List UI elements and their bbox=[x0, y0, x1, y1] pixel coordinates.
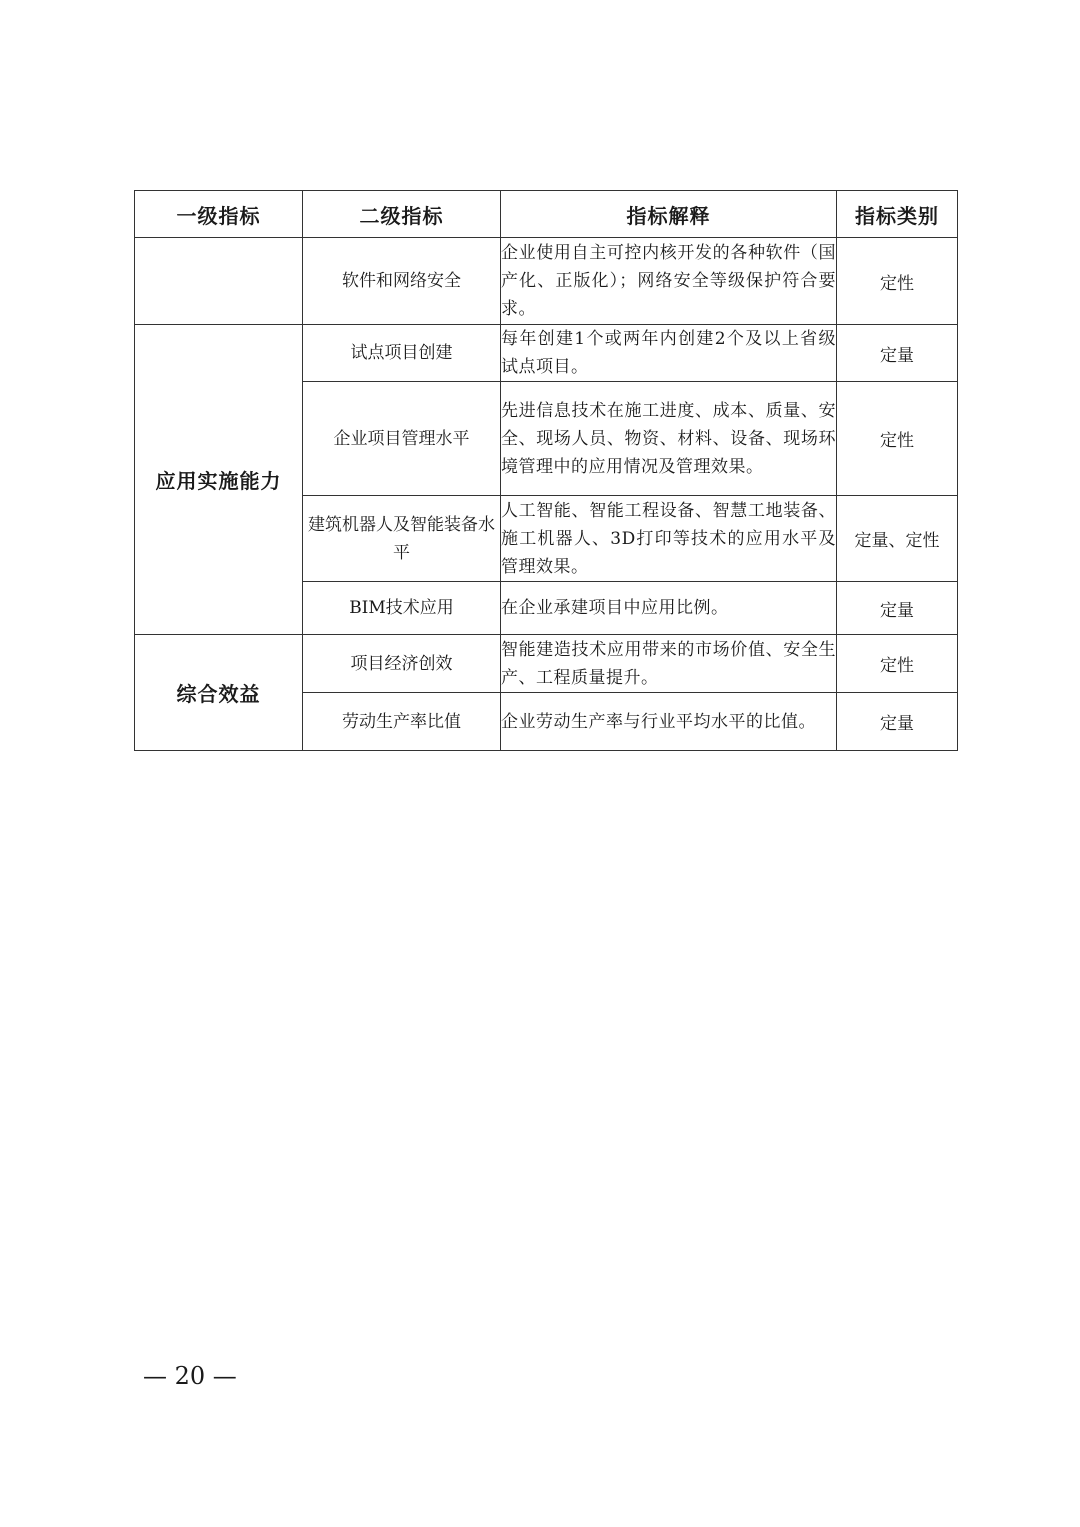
indicator-table bbox=[134, 190, 958, 751]
header-level2: 二级指标 bbox=[303, 191, 501, 238]
page-number: — 20 — bbox=[143, 1362, 237, 1390]
category-cell: 定量 bbox=[837, 325, 958, 382]
header-explanation: 指标解释 bbox=[501, 191, 837, 238]
table-row bbox=[135, 325, 958, 382]
explanation-cell: 企业使用自主可控内核开发的各种软件（国产化、正版化）；网络安全等级保护符合要求。 bbox=[501, 238, 837, 325]
table-header-row bbox=[135, 191, 958, 238]
category-cell: 定量 bbox=[837, 693, 958, 751]
level2-cell: 项目经济创效 bbox=[303, 635, 501, 693]
level1-cell: 应用实施能力 bbox=[135, 325, 303, 635]
level2-cell: 软件和网络安全 bbox=[303, 238, 501, 325]
level1-cell: 综合效益 bbox=[135, 635, 303, 751]
category-cell: 定性 bbox=[837, 382, 958, 496]
category-cell: 定量 bbox=[837, 582, 958, 635]
category-cell: 定性 bbox=[837, 238, 958, 325]
category-cell: 定性 bbox=[837, 635, 958, 693]
explanation-cell: 先进信息技术在施工进度、成本、质量、安全、现场人员、物资、材料、设备、现场环境管理中的应用情况及管理效果。 bbox=[501, 382, 837, 496]
explanation-cell: 人工智能、智能工程设备、智慧工地装备、施工机器人、3D打印等技术的应用水平及管理效果。 bbox=[501, 496, 837, 582]
level2-cell: 劳动生产率比值 bbox=[303, 693, 501, 751]
explanation-cell: 智能建造技术应用带来的市场价值、安全生产、工程质量提升。 bbox=[501, 635, 837, 693]
explanation-cell: 每年创建1个或两年内创建2个及以上省级试点项目。 bbox=[501, 325, 837, 382]
explanation-cell: 在企业承建项目中应用比例。 bbox=[501, 582, 837, 635]
level1-cell-empty bbox=[135, 238, 303, 325]
table-row bbox=[135, 238, 958, 325]
category-cell: 定量、定性 bbox=[837, 496, 958, 582]
explanation-cell: 企业劳动生产率与行业平均水平的比值。 bbox=[501, 693, 837, 751]
level2-cell: 试点项目创建 bbox=[303, 325, 501, 382]
header-level1: 一级指标 bbox=[135, 191, 303, 238]
level2-cell: BIM技术应用 bbox=[303, 582, 501, 635]
table-row bbox=[135, 635, 958, 693]
header-category: 指标类别 bbox=[837, 191, 958, 238]
level2-cell: 建筑机器人及智能装备水平 bbox=[303, 496, 501, 582]
level2-cell: 企业项目管理水平 bbox=[303, 382, 501, 496]
